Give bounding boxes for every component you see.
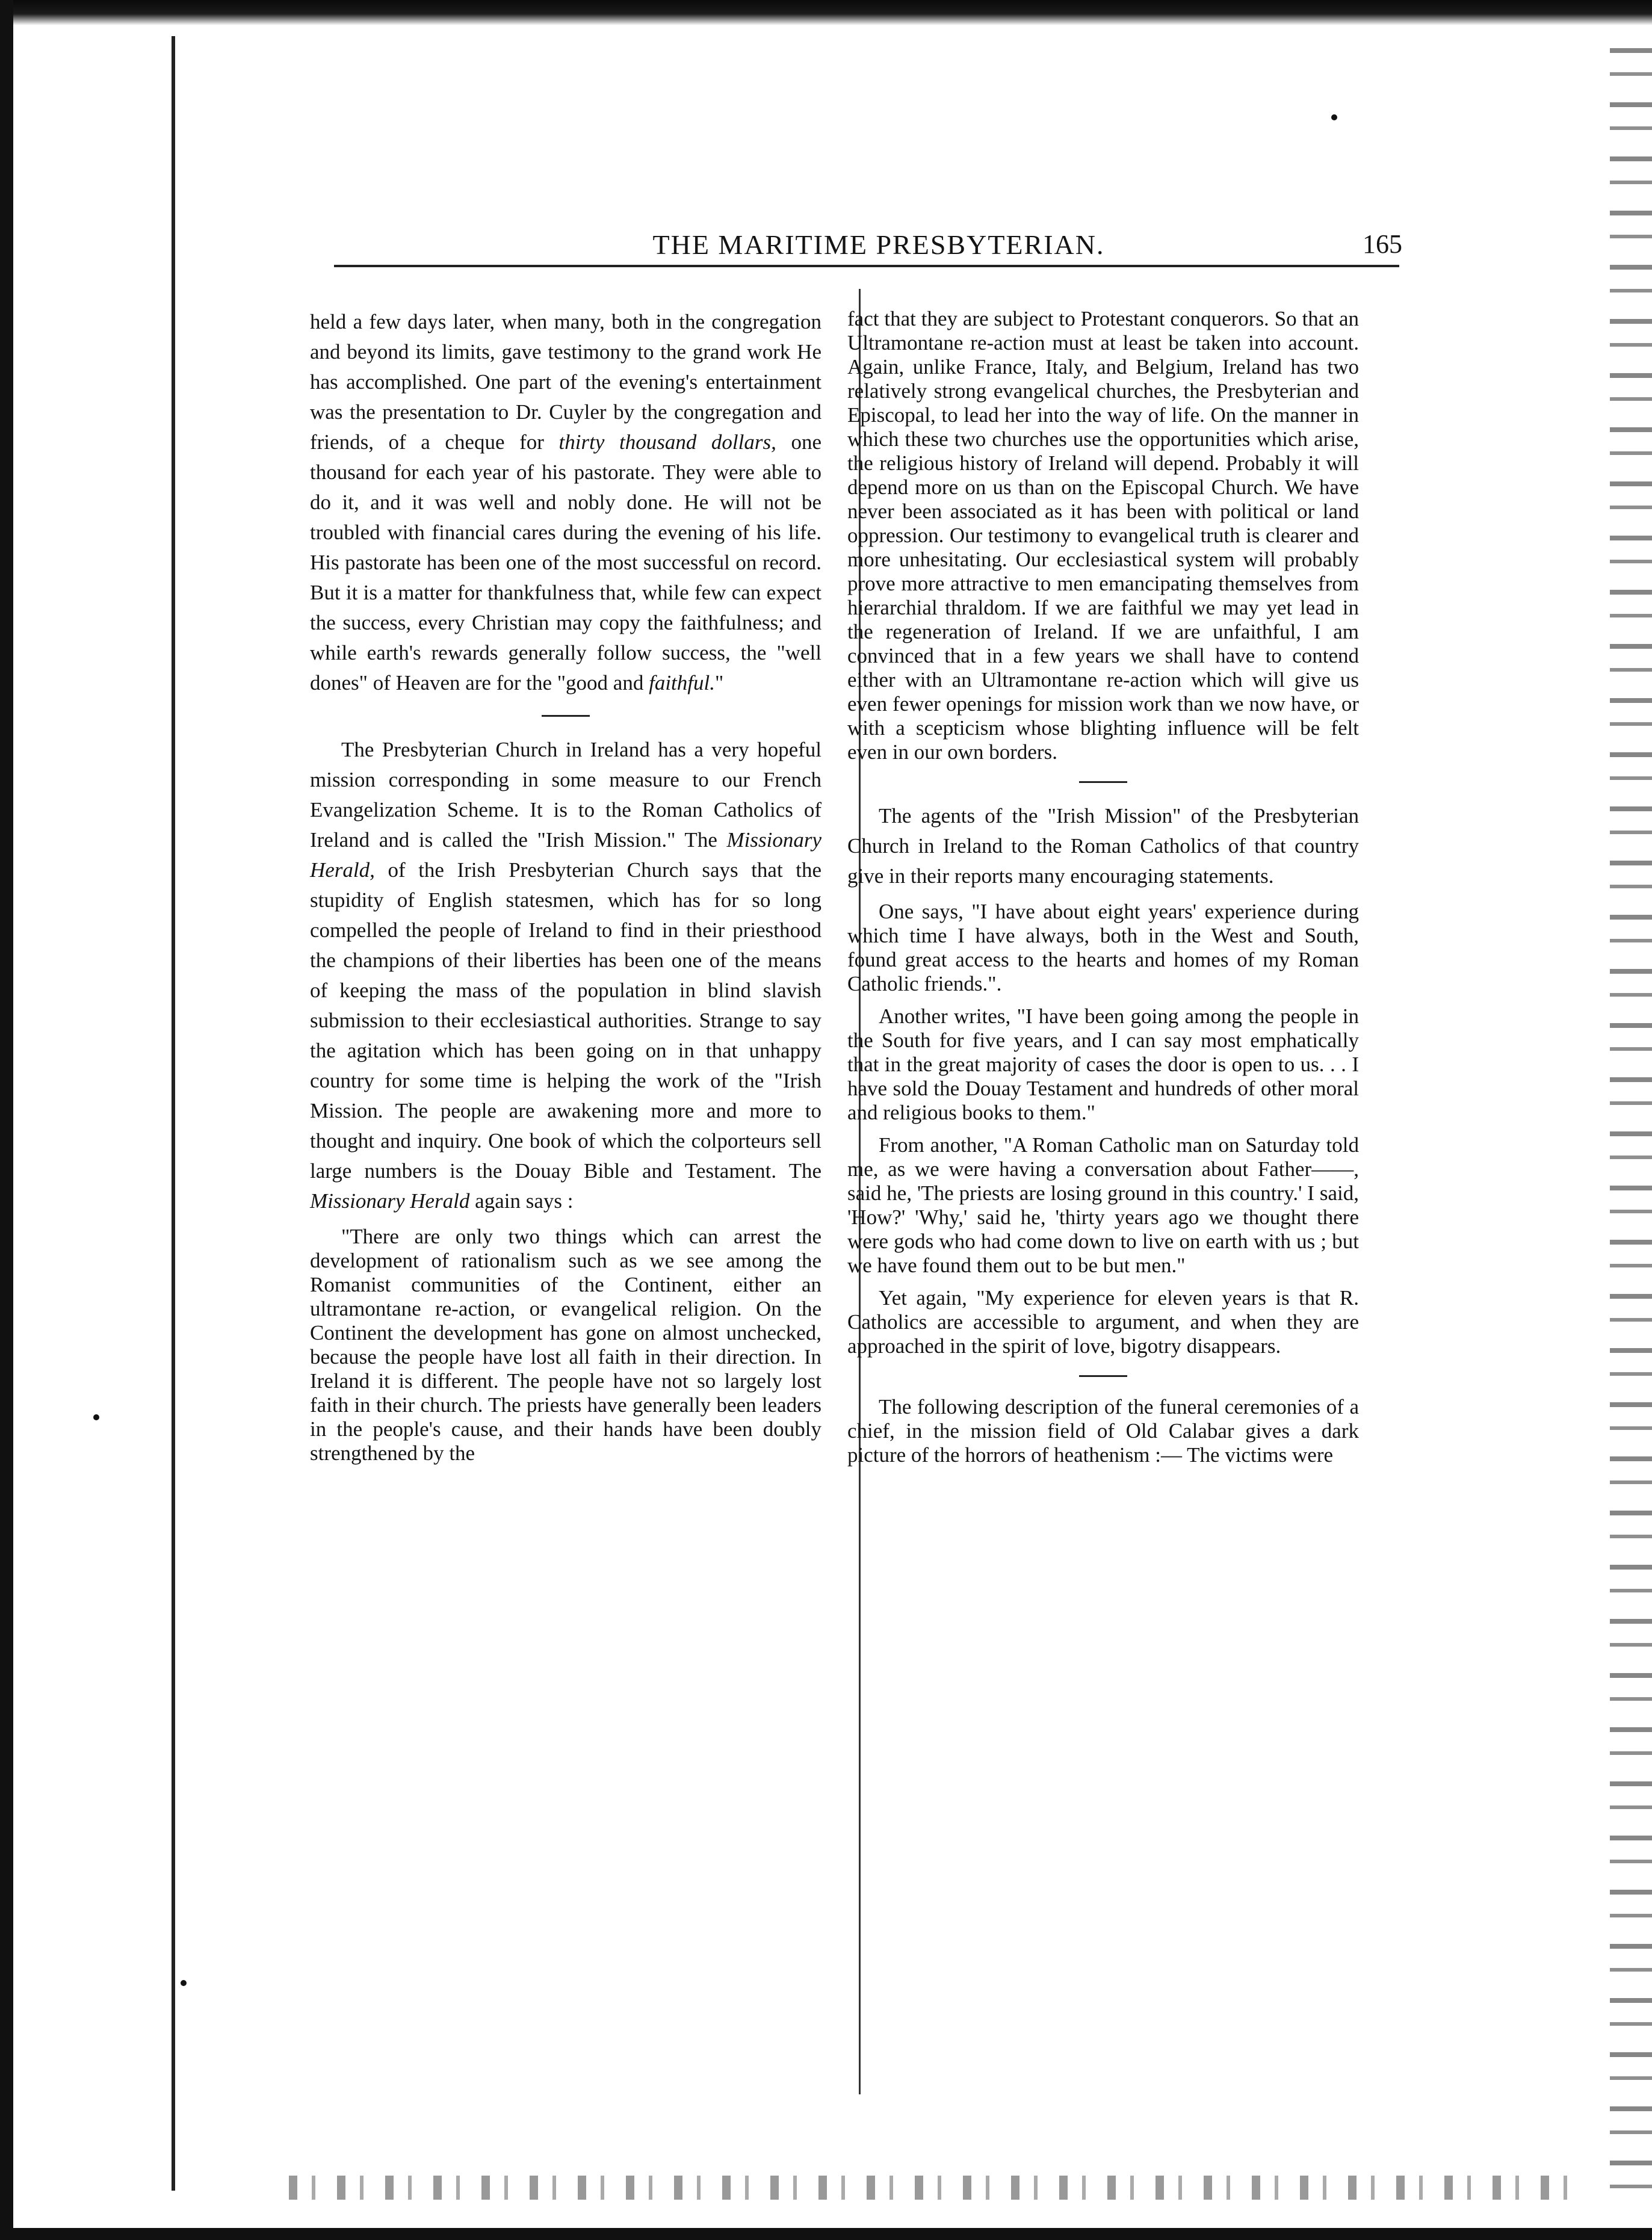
scan-noise-bottom (289, 2176, 1583, 2200)
left-column (310, 307, 821, 1465)
running-title: THE MARITIME PRESBYTERIAN. (652, 229, 1105, 260)
paragraph-funeral: The following description of the funeral ceremonies of a chief, in the mission field of Old Calabar gives a dark picture of the horrors of heathenism :— The victims were (847, 1395, 1359, 1467)
page-edge-left (172, 36, 175, 2191)
paragraph-cuyler: held a few days later, when many, both in the congregation and beyond its limits, gave testimony to the grand work He has accomplished. One part of the evening's entertainment was the presentation to Dr. Cuyler by the congregation and friends, of a cheque for thirty thousand dollars, one thousand for each year of his pastorate. They were able to do it, and it was well and nobly done. He will not be troubled with financial cares during the evening of his life. His pastorate has been one of the most successful on record. But it is a matter for thankfulness that, while few can expect the success, every Christian may copy the faithfulness; and while earth's rewards generally follow success, the "well dones" of Heaven are for the "good and faithful." (310, 310, 822, 695)
speck-mark (181, 1980, 187, 1986)
scan-edge-left (0, 0, 13, 2240)
header-rule (334, 265, 1399, 267)
section-separator (542, 715, 590, 717)
right-column (847, 307, 1359, 1467)
quotation-block: "There are only two things which can arrest the development of rationalism such as we see among the Romanist communities of the Continent, either an ultramontane re-action, or evangelical religion. On the Continent the development has gone on almost unchecked, because the people have lost all faith in their direction. In Ireland it is different. The people have not so largely lost faith in their church. The priests have generally been leaders in the people's cause, and their hands have been doubly strengthened by the (310, 1225, 821, 1465)
paragraph-yet-again: Yet again, "My experience for eleven years is that R. Catholics are accessible to argument, and when they are approached in the spirit of love, bigotry disappears. (847, 1286, 1359, 1358)
paragraph-another-writes: Another writes, "I have been going among the people in the South for five years, and I can say most emphatically that in the great majority of cases the door is open to us. . . I have sold the Douay Testament and hundreds of other moral and religious books to them." (847, 1004, 1359, 1124)
speck-mark (93, 1414, 99, 1420)
page-number: 165 (1363, 229, 1402, 259)
section-separator (1079, 1375, 1127, 1377)
paragraph-one-says: One says, "I have about eight years' experience during which time I have always, both in the West and South, found great access to the hearts and homes of my Roman Catholic friends.". (847, 900, 1359, 995)
paragraph-from-another: From another, "A Roman Catholic man on Saturday told me, as we were having a conversation about Father——, said he, 'The priests are losing ground in this country.' I said, 'How?' 'Why,' said he, 'thirty years ago we thought there were gods who had come down to live on earth with us ; but we have found them out to be but men." (847, 1133, 1359, 1277)
speck-mark (1331, 114, 1337, 120)
paragraph-agents: The agents of the "Irish Mission" of the Presbyterian Church in Ireland to the Roman Catholics of that country give in their reports many encouraging statements. (847, 804, 1359, 888)
scan-edge-bottom (0, 2228, 1652, 2240)
quotation-continued: fact that they are subject to Protestant conquerors. So that an Ultramontane re-action must at least be taken into account. Again, unlike France, Italy, and Belgium, Ireland has two relatively strong evangelical churches, the Presbyterian and Episcopal, to lead her into the way of life. On the manner in which these two churches use the opportunities which arise, the religious history of Ireland will depend. Probably it will depend more on us than on the Episcopal Church. We have never been associated as it has been with political or land oppression. Our testimony to evangelical truth is clearer and more unhesitating. Our ecclesiastical system will probably prove more attractive to men emancipating themselves from hierarchial thraldom. If we are faithful we may yet lead in the regeneration of Ireland. If we are unfaithful, I am convinced that in a few years we shall have to contend either with an Ultramontane re-action which will give us even fewer openings for mission work than we now have, or with a scepticism whose blighting influence will be felt even in our own borders. (847, 307, 1359, 764)
paragraph-irish-mission: The Presbyterian Church in Ireland has a very hopeful mission corresponding in some measure to our French Evangelization Scheme. It is to the Roman Catholics of Ireland and is called the "Irish Mission." The Missionary Herald, of the Irish Presbyterian Church says that the stupidity of English statesmen, which has for so long compelled the people of Ireland to find in their priesthood the champions of their liberties has been one of the means of keeping the mass of the population in blind slavish submission to their ecclesiastical authorities. Strange to say the agitation which has been going on in that unhappy country for some time is helping the work of the "Irish Mission. The people are awakening more and more to thought and inquiry. One book of which the colporteurs sell large numbers is the Douay Bible and Testament. The Missionary Herald again says : (310, 738, 822, 1213)
scan-edge-top (0, 0, 1652, 25)
section-separator (1079, 781, 1127, 783)
scan-edge-right (1610, 48, 1652, 2203)
